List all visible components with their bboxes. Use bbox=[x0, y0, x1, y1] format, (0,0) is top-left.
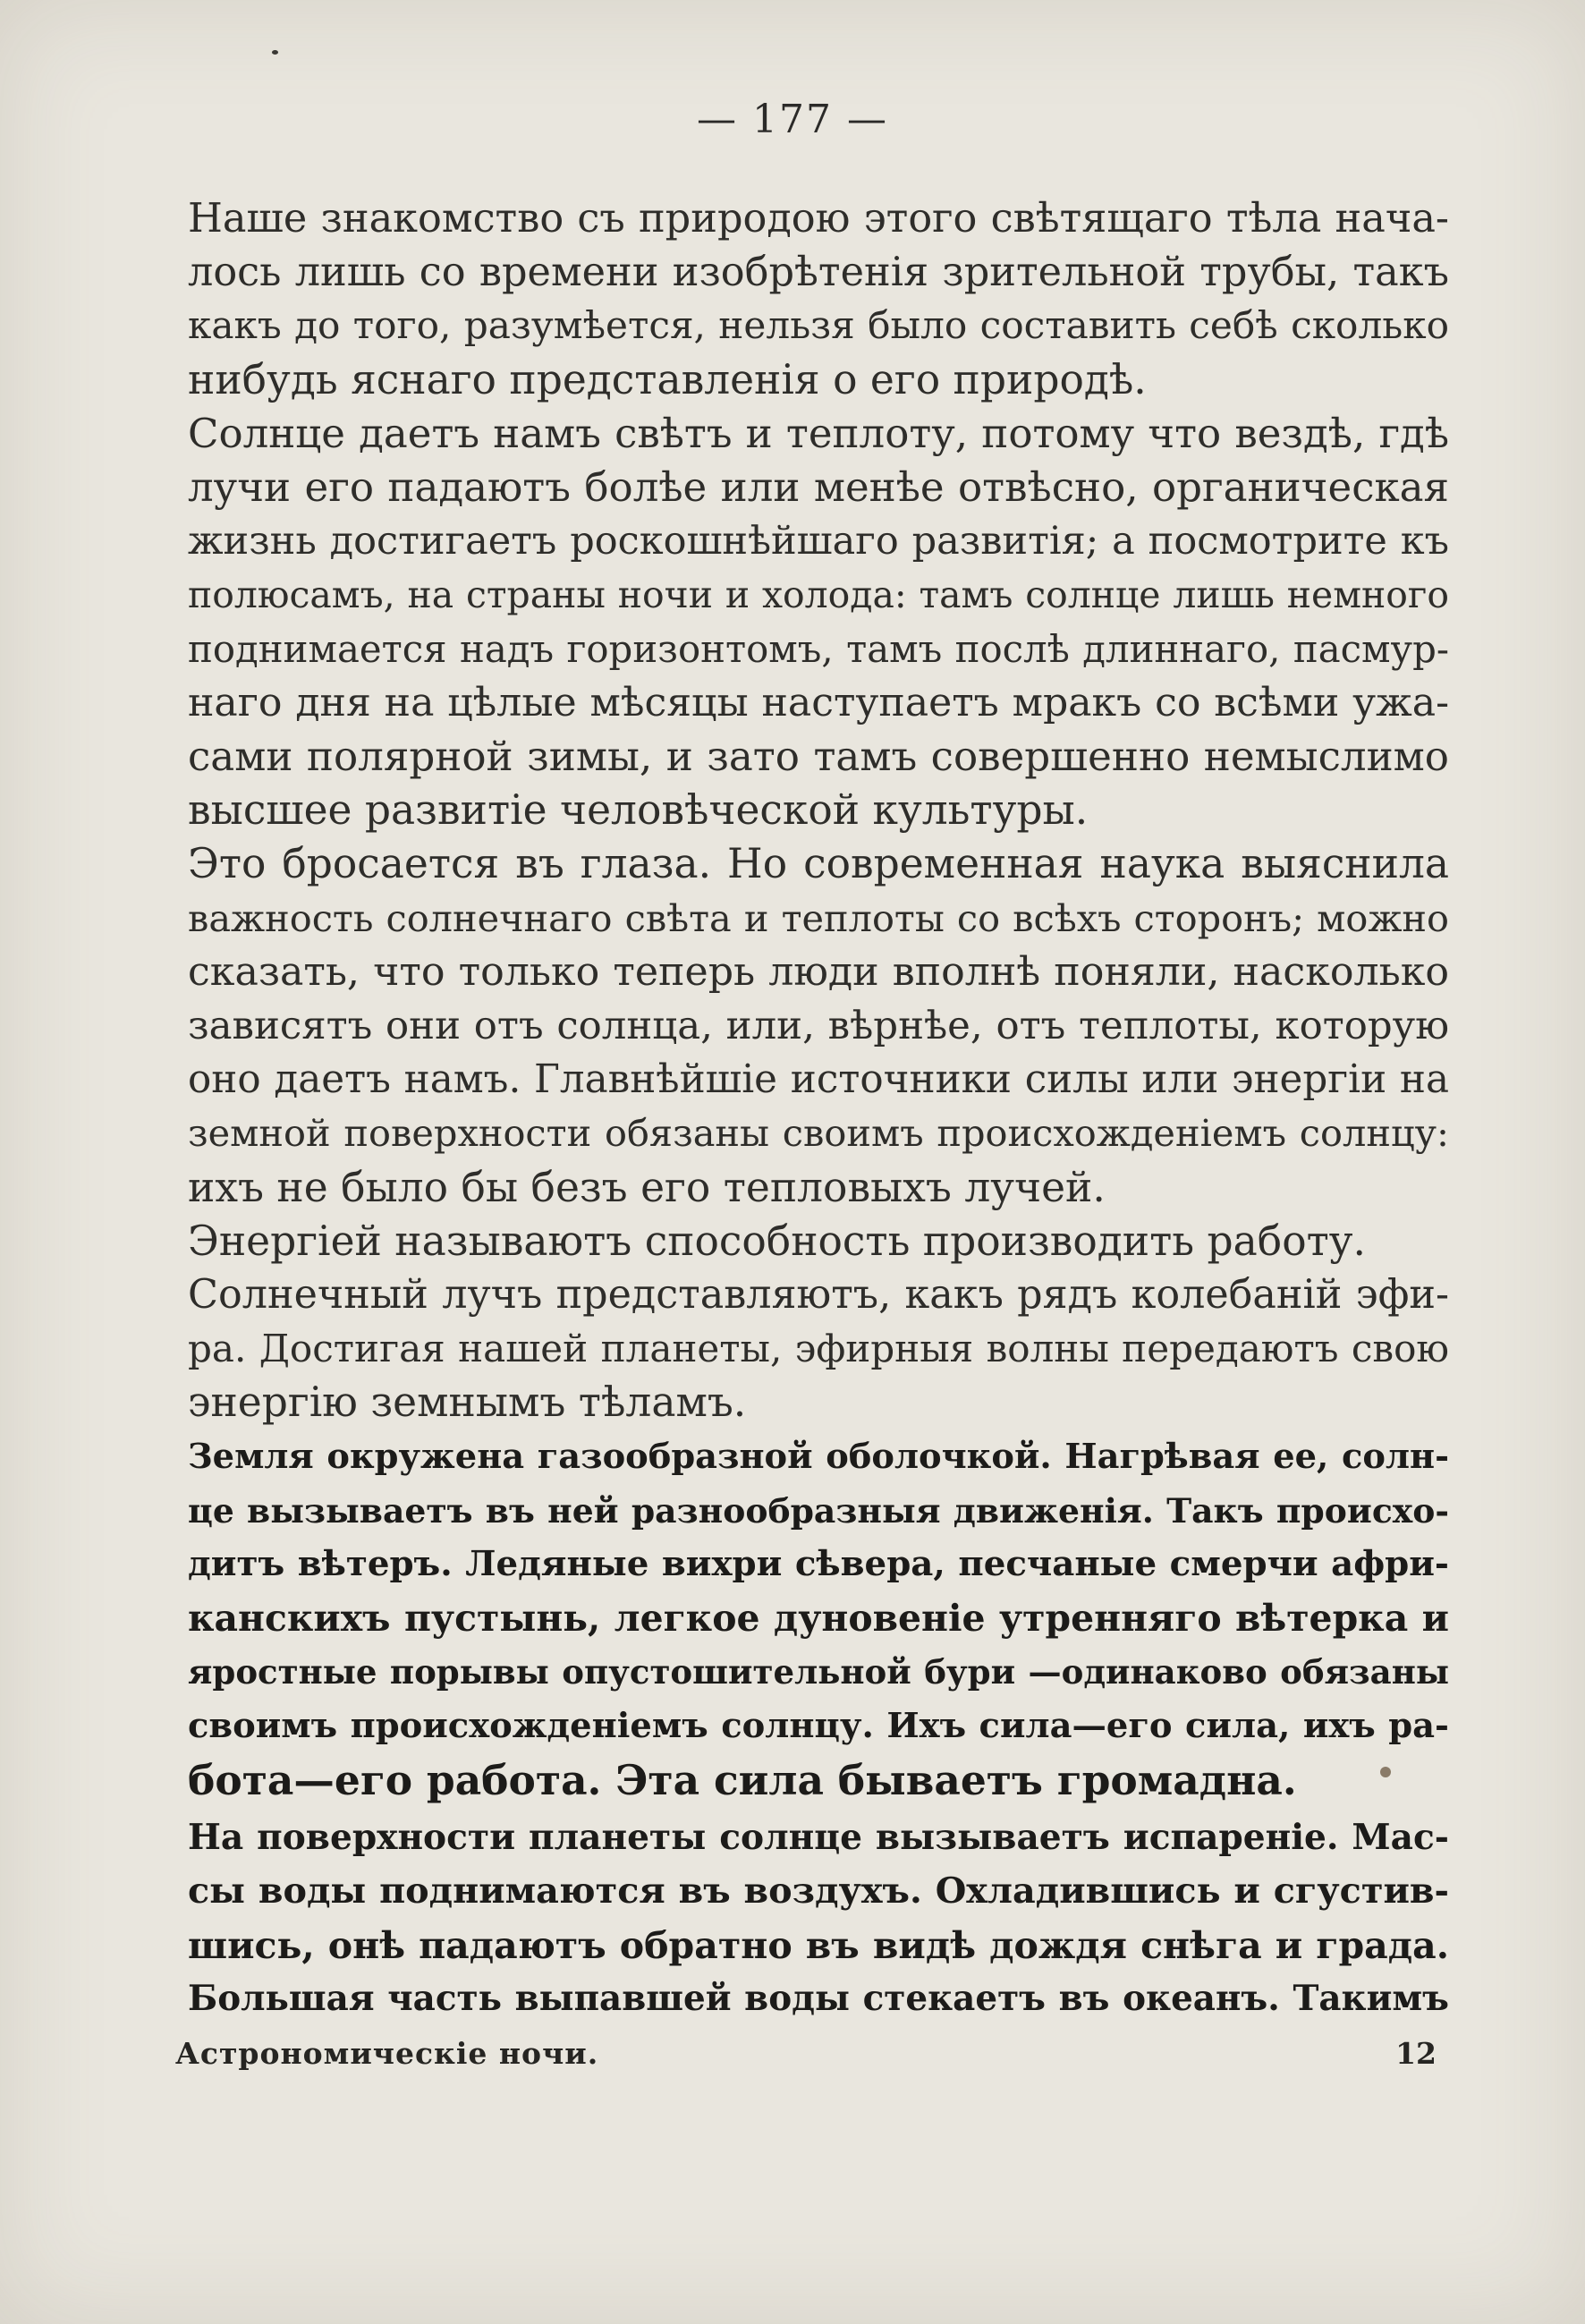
signature-mark: 12 bbox=[1395, 2036, 1437, 2071]
text-line: шись, онѣ падаютъ обратно въ видѣ дождя снѣга и града. bbox=[188, 1922, 1449, 1967]
paragraph-6 bbox=[188, 1430, 1449, 1807]
text-line: поднимается надъ горизонтомъ, тамъ послѣ длиннаго, пасмур- bbox=[188, 626, 1449, 671]
text-line: Солнце даетъ намъ свѣтъ и теплоту, потому что вездѣ, гдѣ bbox=[188, 409, 1449, 457]
text-line: дитъ вѣтеръ. Ледяные вихри сѣвера, песчаные смерчи афри- bbox=[188, 1544, 1449, 1585]
paragraph-2 bbox=[188, 407, 1449, 838]
text-line: канскихъ пустынь, легкое дуновеніе утренняго вѣтерка и bbox=[188, 1597, 1449, 1641]
text-line: сы воды поднимаются въ воздухъ. Охладившись и сгустив- bbox=[188, 1870, 1449, 1913]
text-line: энергію земнымъ тѣламъ. bbox=[188, 1378, 747, 1427]
text-line: важность солнечнаго свѣта и теплоты со всѣхъ сторонъ; можно bbox=[188, 896, 1449, 940]
paragraph-3 bbox=[188, 837, 1449, 1214]
text-line: зависятъ они отъ солнца, или, вѣрнѣе, отъ теплоты, которую bbox=[188, 1004, 1449, 1049]
text-line: сказать, что только теперь люди вполнѣ поняли, насколько bbox=[188, 948, 1449, 995]
text-line: На поверхности планеты солнце вызываетъ испареніе. Мас- bbox=[188, 1817, 1449, 1859]
text-line: яростные порывы опустошительной бури —одинаково обязаны bbox=[188, 1652, 1449, 1692]
ink-speck bbox=[1380, 1767, 1391, 1777]
page-number: — 177 — bbox=[697, 97, 888, 142]
text-line: своимъ происхожденіемъ солнцу. Ихъ сила—его сила, ихъ ра- bbox=[188, 1705, 1449, 1746]
text-line: Солнечный лучъ представляютъ, какъ рядъ колебаній эфи- bbox=[188, 1272, 1449, 1319]
text-line: нибудь яснаго представленія о его природѣ. bbox=[188, 355, 1147, 403]
text-line: ра. Достигая нашей планеты, эфирныя волны передаютъ свою bbox=[188, 1327, 1449, 1371]
text-line: Земля окружена газообразной оболочкой. Нагрѣвая ее, солн- bbox=[188, 1436, 1449, 1477]
text-line: лось лишь со времени изобрѣтенія зрительной трубы, такъ bbox=[188, 249, 1449, 296]
text-line: какъ до того, разумѣется, нельзя было составить себѣ сколько bbox=[188, 303, 1449, 348]
book-title-footer: Астрономическіе ночи. bbox=[175, 2036, 599, 2071]
paragraph-4 bbox=[188, 1215, 1449, 1268]
text-line: лучи его падаютъ болѣе или менѣе отвѣсно, органическая bbox=[188, 463, 1449, 512]
text-line: Большая часть выпавшей воды стекаетъ въ океанъ. Такимъ bbox=[188, 1978, 1449, 2019]
text-line: высшее развитіе человѣческой культуры. bbox=[188, 786, 1089, 835]
text-line: Энергіей называютъ способность производить работу. bbox=[188, 1217, 1366, 1265]
text-line: земной поверхности обязаны своимъ происхожденіемъ солнцу: bbox=[188, 1112, 1449, 1156]
text-line: оно даетъ намъ. Главнѣйшіе источники силы или энергіи на bbox=[188, 1057, 1449, 1103]
paragraph-5 bbox=[188, 1268, 1449, 1430]
ink-speck bbox=[272, 50, 278, 55]
text-line: наго дня на цѣлые мѣсяцы наступаетъ мракъ со всѣми ужа- bbox=[188, 679, 1449, 725]
paragraph-7 bbox=[188, 1811, 1449, 2026]
text-line: Это бросается въ глаза. Но современная наука выяснила bbox=[188, 840, 1449, 888]
text-line: Наше знакомство съ природою этого свѣтящаго тѣла нача- bbox=[188, 195, 1449, 242]
text-line: жизнь достигаетъ роскошнѣйшаго развитія; а посмотрите къ bbox=[188, 519, 1449, 564]
body-text bbox=[188, 191, 1449, 2026]
text-line: ихъ не было бы безъ его тепловыхъ лучей. bbox=[188, 1163, 1106, 1211]
text-line: полюсамъ, на страны ночи и холода: тамъ солнце лишь немного bbox=[188, 573, 1449, 617]
paragraph-1 bbox=[188, 191, 1449, 407]
text-line: це вызываетъ въ ней разнообразныя движенія. Такъ происхо- bbox=[188, 1490, 1449, 1531]
text-line: бота—его работа. Эта сила бываетъ громадна. bbox=[188, 1755, 1297, 1804]
text-line: сами полярной зимы, и зато тамъ совершенно немыслимо bbox=[188, 733, 1449, 781]
